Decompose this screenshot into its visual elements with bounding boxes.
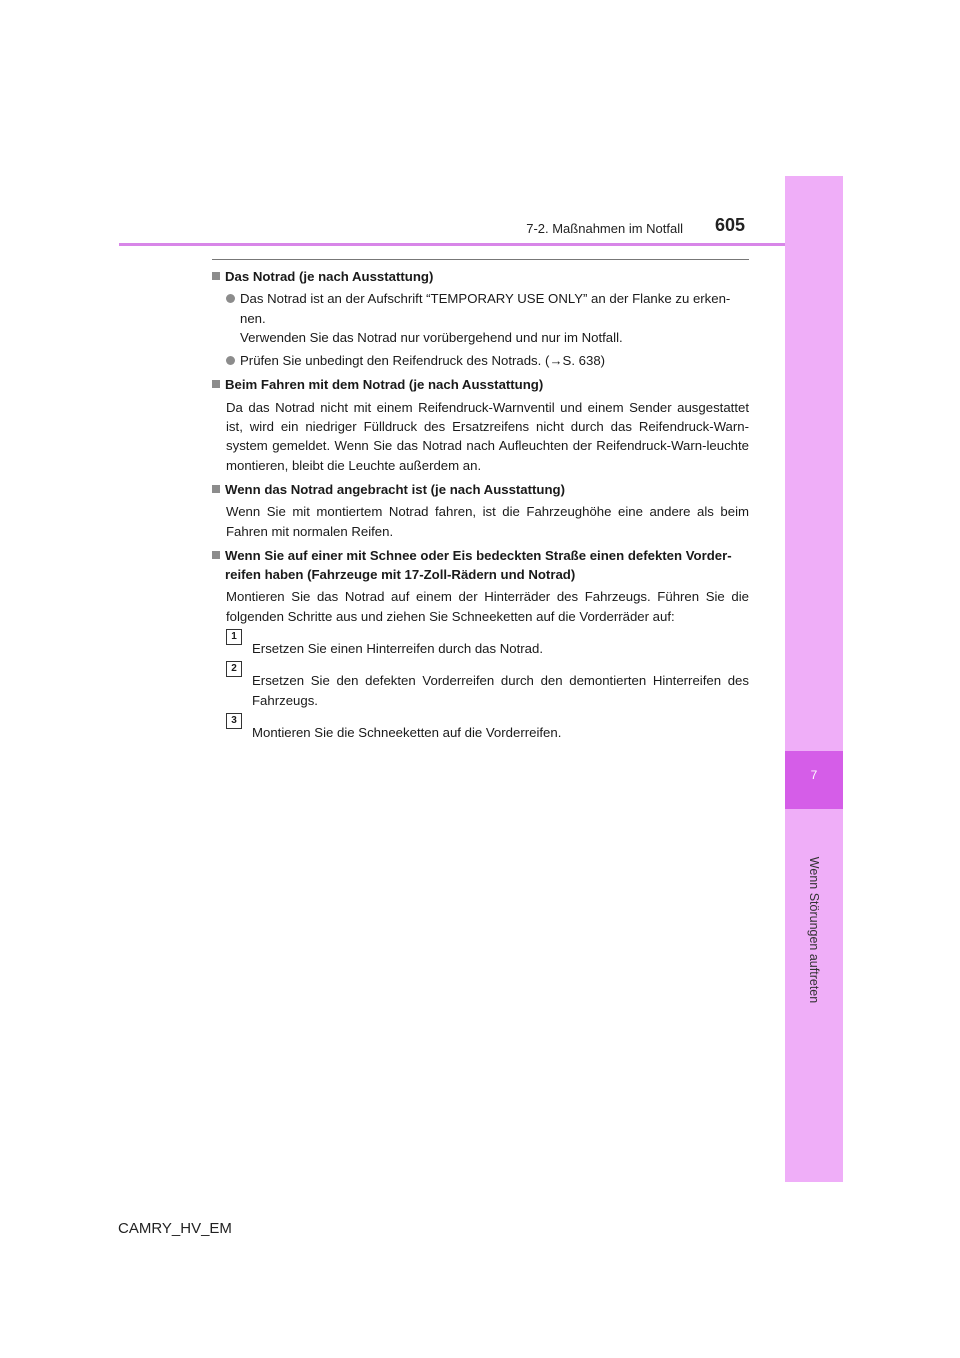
page-content (212, 267, 749, 747)
square-bullet-icon (212, 485, 220, 493)
square-bullet-icon (212, 380, 220, 388)
step-item (226, 714, 749, 742)
heading-text: Wenn Sie auf einer mit Schnee oder Eis bedeckten Straße einen defekten Vorder-reifen haben (Fahrzeuge mit 17-Zoll-Rädern und Notrad) (225, 547, 732, 583)
section-heading (212, 546, 749, 585)
content-rule (212, 259, 749, 260)
header-rule (119, 243, 785, 246)
square-bullet-icon (212, 551, 220, 559)
step-text: Montieren Sie die Schneeketten auf die Vorderreifen. (252, 724, 562, 740)
list-item-text: Prüfen Sie unbedingt den Reifendruck des Notrads. (→S. 638) (240, 353, 606, 369)
chapter-title: Wenn Störungen auftreten (807, 856, 821, 1004)
page-number: 605 (715, 215, 746, 235)
heading-text: Wenn das Notrad angebracht ist (je nach Ausstattung) (225, 481, 565, 497)
step-item (226, 631, 749, 658)
step-number: 1 (226, 629, 242, 645)
step-number: 3 (226, 713, 242, 729)
text-line: nen. (240, 310, 266, 326)
section-heading (212, 480, 749, 499)
step-text: Ersetzen Sie einen Hinterreifen durch das Notrad. (252, 641, 544, 657)
section-heading (212, 267, 749, 286)
paragraph (212, 289, 749, 370)
paragraph: Montieren Sie das Notrad auf einem der Hinterräder des Fahrzeugs. Führen Sie die folgenden Schritte aus und ziehen Sie Schneeketten auf die Vorderräder auf: (226, 589, 749, 624)
list-item-text (240, 289, 749, 347)
step-item (226, 663, 749, 710)
text-line: Das Notrad ist an der Aufschrift “TEMPORARY USE ONLY” an der Flanke zu erken- (240, 291, 731, 307)
document-id: CAMRY_HV_EM (118, 1220, 232, 1237)
list-item (226, 289, 749, 347)
round-bullet-icon (226, 356, 235, 365)
round-bullet-icon (226, 294, 235, 303)
section-heading (212, 375, 749, 394)
heading-text: Beim Fahren mit dem Notrad (je nach Ausstattung) (225, 377, 544, 393)
heading-text: Das Notrad (je nach Ausstattung) (225, 269, 434, 284)
step-list (212, 631, 749, 742)
paragraph: Wenn Sie mit montiertem Notrad fahren, ist die Fahrzeughöhe eine andere als beim Fahren mit normalen Reifen. (226, 504, 749, 539)
text-line: Verwenden Sie das Notrad nur vorübergehend und nur im Notfall. (240, 329, 623, 345)
square-bullet-icon (212, 272, 220, 280)
chapter-number: 7 (810, 768, 818, 782)
section-title: 7-2. Maßnahmen im Notfall (526, 221, 683, 236)
step-number: 2 (226, 661, 242, 677)
paragraph: Da das Notrad nicht mit einem Reifendruck-Warnventil und einem Sender ausgestattet ist, wird ein niedriger Fülldruck des Ersatzreifens nicht durch das Reifendruck-Warn-system gemeldet. Wenn Sie das Notrad nach Aufleuchten der Reifendruck-Warn-leuchte montieren, bleibt die Leuchte außerdem an. (226, 399, 749, 473)
chapter-sidebar (785, 176, 843, 1182)
step-text: Ersetzen Sie den defekten Vorderreifen durch den demontierten Hinterreifen des Fahrzeugs. (252, 673, 749, 708)
list-item (226, 351, 749, 370)
